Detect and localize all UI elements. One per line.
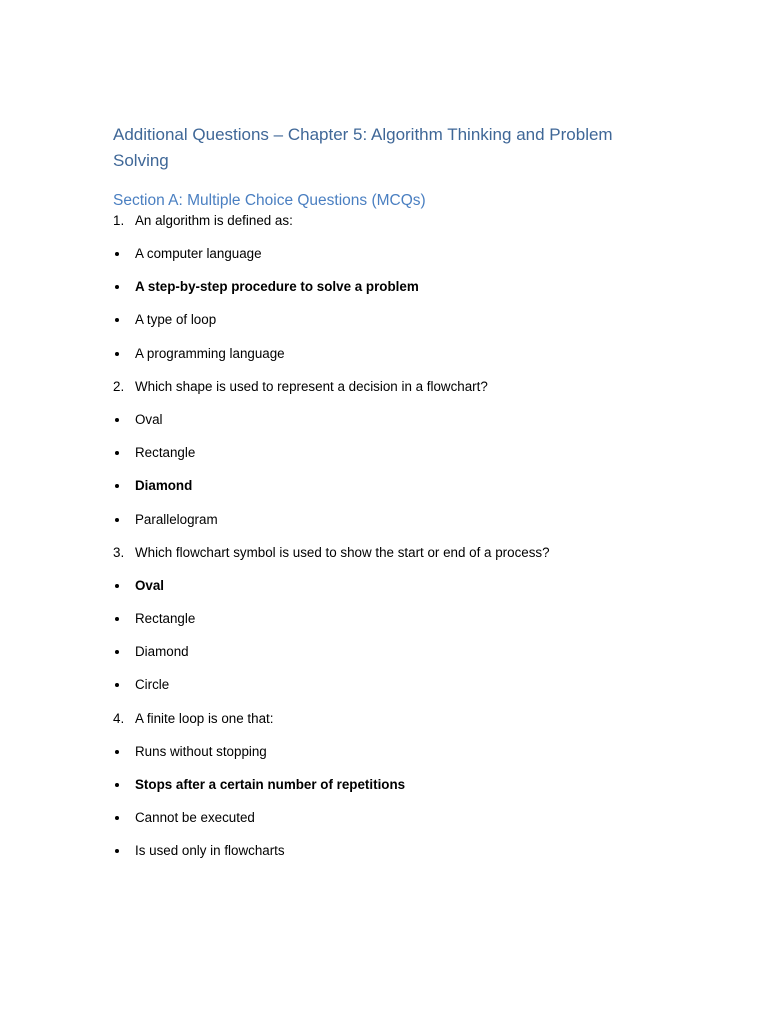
question-text: Which shape is used to represent a decision in a flowchart? [135,378,488,394]
option-item [113,511,668,544]
question-number: 2. [113,378,125,394]
option-item [113,245,668,278]
bullet-icon [115,418,119,422]
question-1 [113,212,668,245]
bullet-icon [115,252,119,256]
option-text-correct: Diamond [135,478,193,494]
option-text: Diamond [135,644,189,660]
bullet-icon [115,617,119,621]
option-item [113,610,668,643]
bullet-icon [115,451,119,455]
bullet-icon [115,484,119,488]
document-title: Additional Questions – Chapter 5: Algorithm Thinking and Problem Solving [113,125,613,170]
question-4 [113,710,668,743]
question-text: Which flowchart symbol is used to show the start or end of a process? [135,544,550,560]
bullet-icon [115,849,119,853]
bullet-icon [115,285,119,289]
question-2 [113,378,668,411]
option-text-correct: Oval [135,577,165,593]
bullet-icon [115,650,119,654]
option-item [113,345,668,378]
option-item [113,809,668,842]
option-text-correct: A step-by-step procedure to solve a problem [135,279,419,295]
bullet-icon [115,816,119,820]
question-number: 4. [113,710,125,726]
question-number: 1. [113,213,125,228]
option-item [113,743,668,776]
option-item [113,311,668,344]
question-3 [113,544,668,577]
option-item [113,477,668,510]
option-item [113,776,668,809]
question-list [113,212,668,876]
question-number: 3. [113,544,125,560]
option-text: Rectangle [135,445,196,461]
bullet-icon [115,352,119,356]
bullet-icon [115,783,119,787]
option-item [113,278,668,311]
option-text: Circle [135,677,170,693]
option-text: Runs without stopping [135,743,267,759]
question-text: A finite loop is one that: [135,710,274,726]
option-text-correct: Stops after a certain number of repetitions [135,777,406,792]
option-item [113,676,668,709]
option-text: A type of loop [135,312,217,328]
bullet-icon [115,584,119,588]
option-item [113,577,668,610]
bullet-icon [115,683,119,687]
question-text: An algorithm is defined as: [135,213,293,228]
bullet-icon [115,518,119,522]
option-item [113,842,668,875]
option-text: A programming language [135,345,285,361]
bullet-icon [115,318,119,322]
option-item [113,444,668,477]
option-text: Parallelogram [135,511,218,527]
option-text: Cannot be executed [135,810,255,826]
option-text: Is used only in flowcharts [135,843,285,859]
bullet-icon [115,750,119,754]
option-item [113,643,668,676]
section-heading: Section A: Multiple Choice Questions (MCQs) [113,192,426,209]
option-text: Oval [135,411,163,427]
option-text: A computer language [135,246,262,261]
option-item [113,411,668,444]
option-text: Rectangle [135,611,196,627]
